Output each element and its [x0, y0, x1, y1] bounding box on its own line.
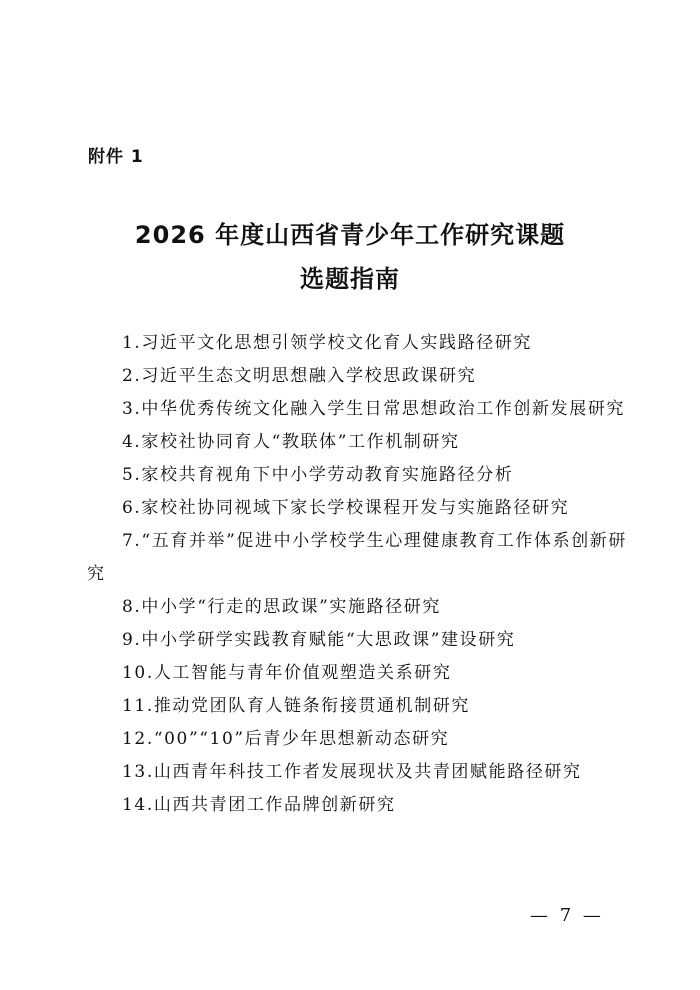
- topic-item: 13.山西青年科技工作者发展现状及共青团赋能路径研究: [122, 762, 582, 782]
- topic-item: 3.中华优秀传统文化融入学生日常思想政治工作创新发展研究: [122, 399, 626, 419]
- topic-list: [87, 327, 627, 822]
- topic-item: 10.人工智能与青年价值观塑造关系研究: [122, 663, 452, 683]
- topic-item: 12.“00”“10”后青少年思想新动态研究: [122, 729, 450, 749]
- topic-item: 14.山西共青团工作品牌创新研究: [122, 795, 396, 815]
- topic-item: 9.中小学研学实践教育赋能“大思政课”建设研究: [122, 630, 516, 650]
- topic-item: 6.家校社协同视域下家长学校课程开发与实施路径研究: [122, 498, 570, 518]
- document-subtitle: 选题指南: [300, 265, 400, 293]
- topic-item: 1.习近平文化思想引领学校文化育人实践路径研究: [122, 333, 533, 353]
- topic-item: 8.中小学“行走的思政课”实施路径研究: [122, 597, 442, 617]
- topic-item: 5.家校共育视角下中小学劳动教育实施路径分析: [122, 465, 514, 485]
- document-title: 2026 年度山西省青少年工作研究课题: [134, 221, 566, 249]
- page-number: — 7 —: [530, 905, 604, 926]
- topic-item: 4.家校社协同育人“教联体”工作机制研究: [122, 432, 460, 452]
- topic-item: 7.“五育并举”促进中小学校学生心理健康教育工作体系创新研究: [87, 531, 628, 584]
- topic-item: 11.推动党团队育人链条衔接贯通机制研究: [122, 696, 471, 716]
- topic-item: 2.习近平生态文明思想融入学校思政课研究: [122, 366, 477, 386]
- attachment-label: 附件 1: [88, 147, 144, 167]
